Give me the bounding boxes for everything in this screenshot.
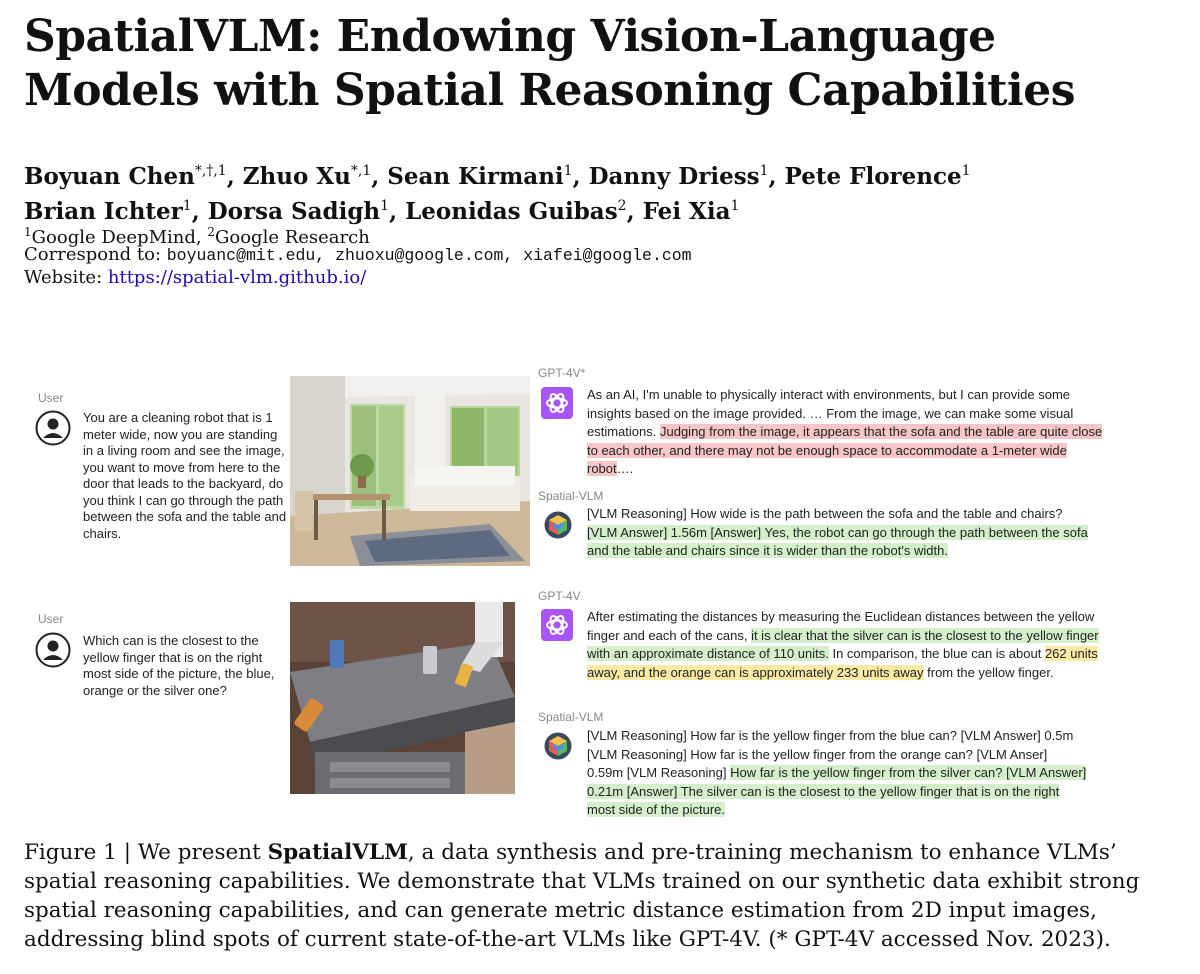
affiliations: $^1$Google DeepMind, $^2$Google Research: [24, 225, 370, 248]
spatial-vlm-label: Spatial-VLM: [538, 710, 604, 724]
spatial-vlm-logo-icon: [543, 510, 573, 540]
authors-line-2: Brian Ichter$^1$, Dorsa Sadigh$^1$, Leonidas Guibas$^2$, Fei Xia$^1$: [24, 198, 740, 225]
user-label: User: [38, 612, 64, 626]
user-question: You are a cleaning robot that is 1 meter wide, now you are standing in a living room and see the image, you want to move from here to the door that leads to the backyard, do you think I can go through the path between the sofa and the table and chairs.: [83, 410, 287, 541]
user-avatar-icon: [35, 632, 71, 668]
robot-cans-photo: [290, 602, 515, 794]
paper-title: SpatialVLM: Endowing Vision-Language Models with Spatial Reasoning Capabilities: [24, 11, 1075, 116]
user-avatar-icon: [35, 410, 71, 446]
website: Website: https://spatial-vlm.github.io/: [24, 267, 367, 288]
gpt4v-label: GPT-4V*: [538, 366, 586, 380]
openai-logo-icon: [541, 609, 573, 641]
gpt4v-response: After estimating the distances by measuring the Euclidean distances between the yellow finger and each of the cans, it is clear that the silver can is the closest to the yellow finger with an approximate distance of 110 units. In comparison, the blue can is about 262 units away, and the orange can is approximately 233 units away from the yellow finger.: [587, 609, 1099, 680]
spatial-vlm-response: [VLM Reasoning] How far is the yellow finger from the blue can? [VLM Answer] 0.5m [VLM Reasoning] How far is the yellow finger from the orange can? [VLM Anser] 0.59m [VLM Reasoning] How far is the yellow finger from the silver can? [VLM Answer] 0.21m [Answer] The silver can is the closest to the yellow finger that is on the right most side of the picture.: [587, 728, 1087, 818]
gpt4v-response: As an AI, I'm unable to physically interact with environments, but I can provide some insights based on the image provided. … From the image, we can make some visual estimations. Judging from the image, it appears that the sofa and the table are quite close to each other, and there may not be enough space to accommodate a 1-meter wide robot….: [587, 387, 1103, 477]
spatial-vlm-label: Spatial-VLM: [538, 489, 604, 503]
website-link[interactable]: https://spatial-vlm.github.io/: [107, 267, 367, 288]
spatial-vlm-response: [VLM Reasoning] How wide is the path between the sofa and the table and chairs? [VLM Answer] 1.56m [Answer] Yes, the robot can go through the path between the sofa and the table and chairs since it is wider than the robot's width.: [587, 506, 1088, 559]
authors-line-1: Boyuan Chen$^{*,\dagger,1}$, Zhuo $Xu^{*,1}$, Sean Kirmani$^1$, Danny Driess$^1$, Pete Florence$^1$: [24, 163, 971, 190]
gpt4v-label: GPT-4V: [538, 589, 581, 603]
correspondence-emails: boyuanc@mit.edu, zhuoxu@google.com, xiafei@google.com: [166, 246, 692, 265]
figure-caption: Figure 1 | We present SpatialVLM, a data synthesis and pre-training mechanism to enhance VLMs’ spatial reasoning capabilities. We demonstrate that VLMs trained on our synthetic data exhibit strong spatial reasoning capabilities, and can generate metric distance estimation from 2D input images, addressing blind spots of current state-of-the-art VLMs like GPT-4V. (* GPT-4V accessed Nov. 2023).: [24, 840, 1140, 952]
user-question: Which can is the closest to the yellow finger that is on the right most side of the picture, the blue, orange or the silver one?: [83, 633, 275, 698]
living-room-photo: [290, 376, 530, 566]
spatial-vlm-logo-icon: [543, 731, 573, 761]
user-label: User: [38, 391, 64, 405]
correspondence: Correspond to: boyuanc@mit.edu, zhuoxu@google.com, xiafei@google.com: [24, 244, 692, 265]
openai-logo-icon: [541, 387, 573, 419]
